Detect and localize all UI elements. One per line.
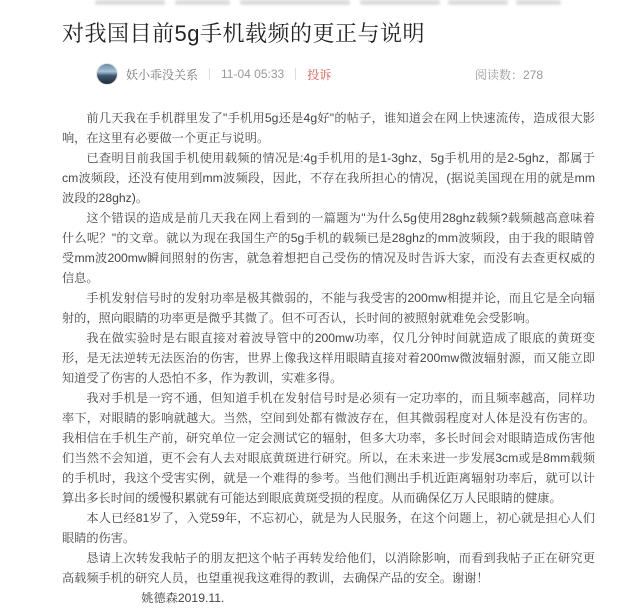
article-paragraph: 手机发射信号时的发射功率是极其微弱的，不能与我受害的200mw相提并论，而且它是全向辐射的，照向眼睛的功率更是微乎其微了。但不可否认，长时间的被照射就难免会受影响。: [62, 291, 595, 325]
article-paragraph: 我对手机是一窍不通，但知道手机在发射信号时是必须有一定功率的，而且频率越高，同样功率下，对眼睛的影响就越大。当然，空间到处都有微波存在，但其微弱程度对人体是没有伤害的。我相信在手机生产前，研究单位一定会测试它的辐射，但多大功率，多长时间会对眼睛造成伤害他们当然不会知道，更不会有人去对眼底黄斑进行研究。所以，在未来进一步发展3cm或是8mm载频的手机时，我这个受害实例，就是一个难得的参考。当他们测出手机近距离辐射功率后，就可以计算出多长时间的缓慢积累就有可能达到眼底黄斑受损的程度。从而确保亿万人民眼睛的健康。: [62, 391, 595, 505]
cropped-content-fragment: [95, 0, 165, 5]
page-title: 对我国目前5g手机载频的更正与说明: [62, 21, 425, 46]
read-count-value: 278: [522, 67, 543, 82]
publish-time: 11-04 05:33: [221, 67, 285, 81]
cropped-content-fragment: [175, 0, 230, 5]
meta-divider: [295, 68, 296, 80]
cropped-top-content-strip: [0, 0, 640, 9]
article-page: [62, 20, 595, 608]
author-avatar-icon[interactable]: [96, 63, 118, 85]
article-meta-row: [96, 62, 595, 86]
article-body: [62, 108, 595, 608]
article-paragraph: 本人已经81岁了，入党59年，不忘初心，就是为人民服务，在这个问题上，初心就是担心人们眼睛的伤害。: [62, 511, 595, 545]
meta-divider: [209, 68, 210, 80]
article-paragraph: 前几天我在手机群里发了"手机用5g还是4g好"的帖子，谁知道会在网上快速流传，造成很大影响，在这里有必要做一个更正与说明。: [62, 111, 595, 145]
article-paragraph: 这个错误的造成是前几天我在网上看到的一篇题为"为什么5g使用28ghz载频?载频越高意味着什么呢？"的文章。就以为现在我国生产的5g手机的载频已是28ghz的mm波频段，由于我的眼睛曾受mm波200mw瞬间照射的伤害，就急着想把自己受伤的情况及时告诉大家，而没有去查更权威的信息。: [62, 211, 595, 285]
cropped-content-fragment: [516, 0, 561, 5]
read-count-label: 阅读数：: [474, 67, 523, 82]
cropped-content-fragment: [448, 0, 508, 5]
article-paragraph: 已查明目前我国手机使用载频的情况是:4g手机用的是1-3ghz，5g手机用的是2-5ghz，都属于cm波频段，还没有使用到mm波频段，因此，不存在我所担心的情况，(据说美国现在用的就是mm波段的28ghz)。: [62, 151, 595, 205]
article-paragraph: 恳请上次转发我帖子的朋友把这个帖子再转发给他们，以消除影响，而看到我帖子正在研究更高载频手机的研究人员，也望重视我这难得的教训，去确保产品的安全。谢谢！: [62, 551, 595, 585]
article-paragraph: 我在做实验时是右眼直接对着波导管中的200mw功率，仅几分钟时间就造成了眼底的黄斑变形，是无法逆转无法医治的伤害，世界上像我这样用眼睛直接对着200mw微波辐射源，而又能立即知道受了伤害的人恐怕不多，作为教训，实难多得。: [62, 331, 595, 385]
cropped-content-fragment: [360, 0, 440, 5]
article-signature: 姚德森2019.11.: [141, 591, 225, 605]
cropped-content-fragment: [240, 0, 350, 5]
report-link[interactable]: 投诉: [307, 67, 332, 82]
read-count: [475, 66, 543, 83]
author-name-link[interactable]: 妖小乖没关系: [126, 67, 199, 82]
